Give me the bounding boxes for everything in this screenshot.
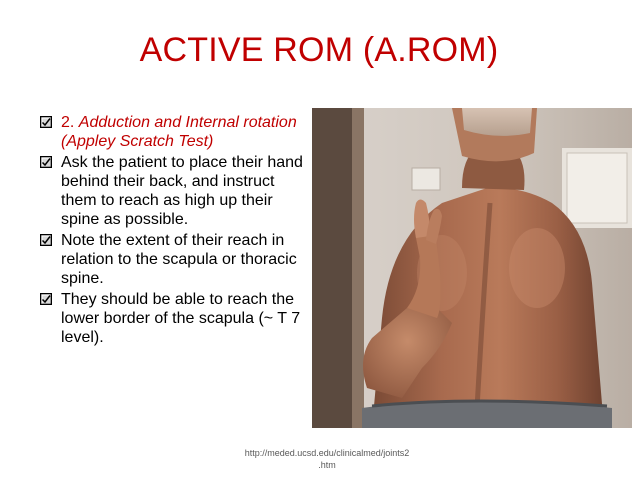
citation-line-2: .htm	[318, 460, 336, 470]
bullet-item-4	[40, 290, 312, 347]
patient-back-photo	[312, 108, 632, 428]
bullet-item-1	[40, 113, 312, 151]
checkbox-icon	[40, 293, 52, 305]
bullet-text: Ask the patient to place their hand behind their back, and instruct them to reach as high up their spine as possible.	[61, 154, 303, 228]
checkbox-icon	[40, 156, 52, 168]
bullet-item-2	[40, 153, 312, 229]
bullet-text: Adduction and Internal rotation (Appley Scratch Test)	[61, 114, 297, 150]
bullet-text: They should be able to reach the lower border of the scapula (~ T 7 level).	[61, 291, 301, 346]
citation-line-1: http://meded.ucsd.edu/clinicalmed/joints2	[244, 448, 410, 458]
bullet-item-3	[40, 231, 312, 288]
citation	[222, 447, 432, 471]
checkbox-icon	[40, 234, 52, 246]
bullet-number: 2.	[61, 114, 79, 131]
photo-illustration	[312, 108, 632, 428]
bullet-list	[40, 113, 312, 349]
checkbox-icon	[40, 116, 52, 128]
bullet-text: Note the extent of their reach in relation to the scapula or thoracic spine.	[61, 232, 297, 287]
slide-title: ACTIVE ROM (A.ROM)	[139, 31, 499, 69]
